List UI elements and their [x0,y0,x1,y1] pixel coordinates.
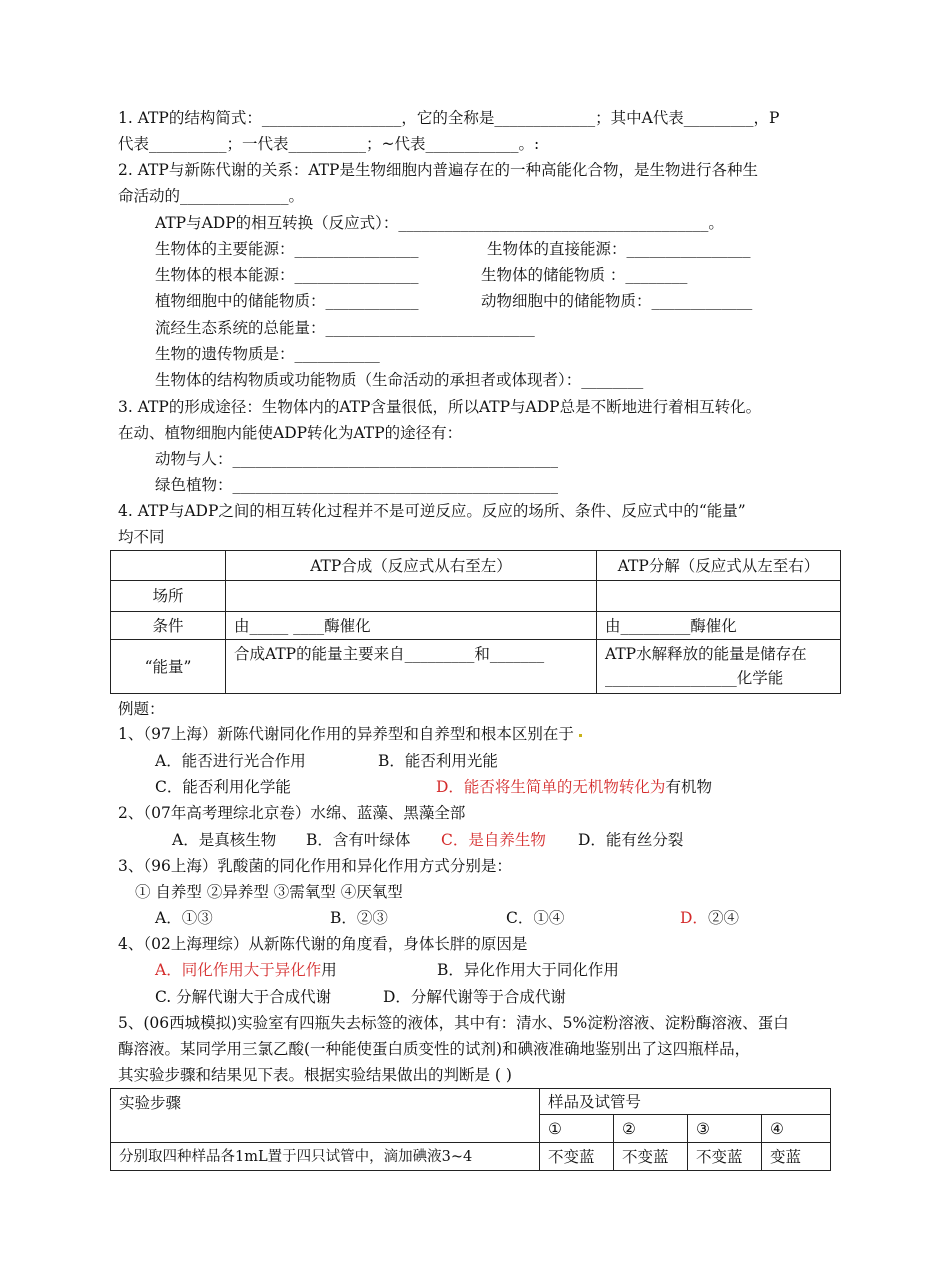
table1-header-decomposition: ATP分解（反应式从左至右） [597,551,841,581]
animal-human-pathway: 动物与人：__________________________________________ [155,450,559,468]
root-energy-source: 生物体的根本能源：________________ [155,266,419,284]
tube-result: 不变蓝 [540,1143,614,1171]
ecosystem-total-energy: 流经生态系统的总能量：___________________________ [155,319,535,337]
example1-option-b: B．能否利用光能 [378,752,498,770]
examples-heading: 例题： [118,700,165,718]
example4-option-d: D．分解代谢等于合成代谢 [383,988,566,1006]
example3-stem: 3、（96上海）乳酸菌的同化作用和异化作用方式分别是： [118,857,512,875]
example2-option-c: C．是自养生物 [441,831,546,849]
tube-result: 不变蓝 [614,1143,688,1171]
table2-step-text: 分别取四种样品各1mL置于四只试管中，滴加碘液3~4 [111,1143,540,1171]
example3-option-c: C．①④ [506,909,565,927]
tube-result: 不变蓝 [688,1143,762,1171]
example2-stem: 2、（07年高考理综北京卷）水绵、蓝藻、黑藻全部 [118,804,466,822]
example3-option-b: B．②③ [330,909,388,927]
q3-line2: 在动、植物细胞内能使ADP转化为ATP的途径有： [118,424,463,442]
q4-line2: 均不同 [118,528,165,546]
example3-option-a: A．①③ [155,909,213,927]
example5-line1: 5、(06西城模拟)实验室有四瓶失去标签的液体，其中有：清水、5%淀粉溶液、淀粉酶溶液、蛋白 [118,1014,789,1032]
table1-cell: 由_____ ____酶催化 [226,612,597,640]
example1-option-c: C．能否利用化学能 [155,778,291,796]
example4-option-a: A．同化作用大于异化作用 [155,961,337,979]
answer-highlight: D．能否将生简单的无机物转化为 [436,778,666,796]
atp-comparison-table [110,550,841,694]
example4-option-c: C. 分解代谢大于合成代谢 [155,988,332,1006]
q3-line1: 3. ATP的形成途径：生物体内的ATP含量很低，所以ATP与ADP总是不断地进行着相互转化。 [118,398,762,416]
q4-line1: 4. ATP与ADP之间的相互转化过程并不是可逆反应。反应的场所、条件、反应式中的“能量” [118,502,746,520]
mark-dot [579,734,582,737]
table1-row-label: 场所 [111,581,226,612]
table1-energy-decomp-line1: ATP水解释放的能量是储存在 [605,645,807,663]
q2-line1: 2. ATP与新陈代谢的关系：ATP是生物细胞内普遍存在的一种高能化合物，是生物进行各种生 [118,161,758,179]
q1-line2: 代表__________；一代表__________；~代表____________。: [118,135,540,153]
tube-number: ④ [762,1115,831,1143]
green-plant-pathway: 绿色植物：__________________________________________ [155,476,559,494]
q1-line1: 1. ATP的结构简式：__________________，它的全称是_____________；其中A代表_________，P [118,109,780,127]
q2-line2: 命活动的______________。 [118,187,305,205]
table1-cell: 由_________酶催化 [597,612,841,640]
experiment-table [110,1088,831,1171]
example2-option-a: A．是真核生物 [172,831,277,849]
example2-option-b: B．含有叶绿体 [306,831,411,849]
example1-stem: 1、（97上海）新陈代谢同化作用的异养型和自养型和根本区别在于 [118,722,582,746]
plant-energy-storage: 植物细胞中的储能物质：____________ [155,292,419,310]
table1-header-empty [111,551,226,581]
example3-option-d: D．②④ [680,909,739,927]
example4-stem: 4、（02上海理综）从新陈代谢的角度看，身体长胖的原因是 [118,935,528,953]
tube-number: ② [614,1115,688,1143]
table1-cell [226,581,597,612]
table2-header-samples: 样品及试管号 [540,1089,831,1115]
tube-result: 变蓝 [762,1143,831,1171]
genetic-material: 生物的遗传物质是：___________ [155,345,380,363]
table1-energy-decomp-line2: _________________化学能 [605,669,784,687]
atp-adp-conversion: ATP与ADP的相互转换（反应式）：________________________________________。 [155,214,724,232]
energy-storage: 生物体的储能物质 ：________ [481,266,688,284]
table1-row-label: “能量” [111,640,226,694]
structure-function-substance: 生物体的结构物质或功能物质（生命活动的承担者或体现者）：________ [155,371,644,389]
example3-items: ① 自养型 ②异养型 ③需氧型 ④厌氧型 [135,883,403,901]
table1-cell: 合成ATP的能量主要来自_________和_______ [226,640,597,694]
table1-cell [597,640,841,694]
table1-row-label: 条件 [111,612,226,640]
example1-option-d: D．能否将生简单的无机物转化为有机物 [436,778,712,796]
direct-energy-source: 生物体的直接能源：________________ [487,240,751,258]
main-energy-source: 生物体的主要能源：________________ [155,240,419,258]
example4-option-b: B．异化作用大于同化作用 [437,961,619,979]
answer-highlight: A．同化作用大于异化作 [155,961,322,979]
example2-option-d: D．能有丝分裂 [578,831,684,849]
example5-line2: 酶溶液。某同学用三氯乙酸(一种能使蛋白质变性的试剂)和碘液准确地鉴别出了这四瓶样品， [118,1040,751,1058]
example5-line3: 其实验步骤和结果见下表。根据实验结果做出的判断是 ( ) [118,1066,512,1084]
tube-number: ① [540,1115,614,1143]
animal-energy-storage: 动物细胞中的储能物质：_____________ [481,292,753,310]
example1-option-a: A．能否进行光合作用 [155,752,306,770]
tube-number: ③ [688,1115,762,1143]
table1-cell [597,581,841,612]
answer-highlight: D． [680,909,708,927]
table2-header-step: 实验步骤 [111,1089,540,1143]
table1-header-synthesis: ATP合成（反应式从右至左） [226,551,597,581]
